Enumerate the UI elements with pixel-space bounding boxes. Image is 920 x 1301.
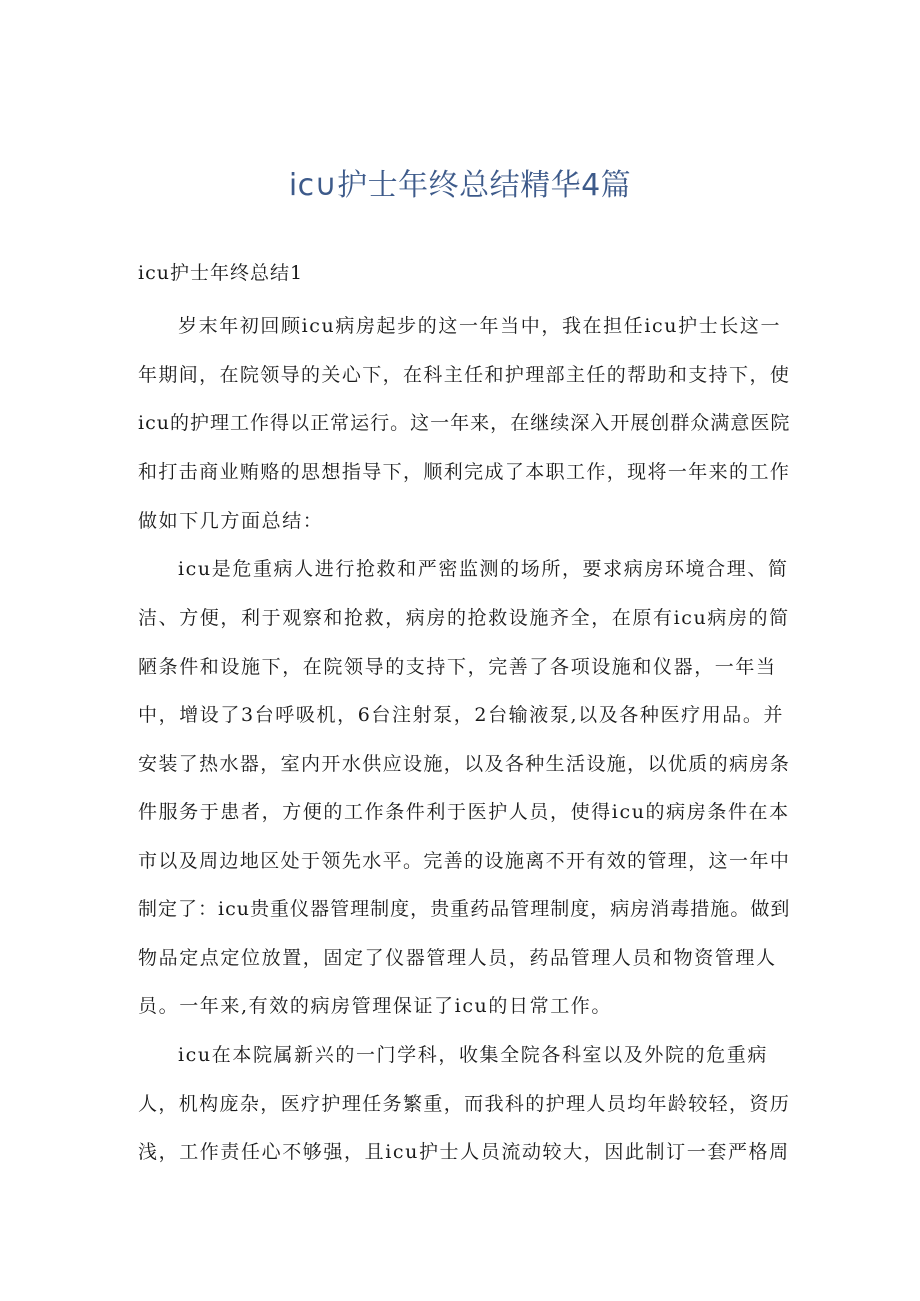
paragraph-1-line-5: 做如下几方面总结： bbox=[138, 510, 324, 532]
paragraph-2-line-5: 安装了热水器，室内开水供应设施，以及各种生活设施，以优质的病房条 bbox=[138, 753, 791, 775]
paragraph-2-line-3: 陋条件和设施下，在院领导的支持下，完善了各项设施和仪器，一年当 bbox=[138, 656, 777, 678]
paragraph-3-line-3: 浅，工作责任心不够强，且icu护士人员流动较大，因此制订一套严格周 bbox=[138, 1141, 790, 1163]
document-title: ic∪护士年终总结精华4篇 bbox=[288, 168, 632, 203]
paragraph-2-line-1: icu是危重病人进行抢救和严密监测的场所，要求病房环境合理、简 bbox=[178, 558, 789, 580]
paragraph-2-line-7: 市以及周边地区处于领先水平。完善的设施离不开有效的管理，这一年中 bbox=[138, 850, 791, 872]
paragraph-1-line-3: icu的护理工作得以正常运行。这一年来，在继续深入开展创群众满意医院 bbox=[138, 412, 791, 434]
paragraph-3-line-2: 人，机构庞杂，医疗护理任务繁重，而我科的护理人员均年龄较轻，资历 bbox=[138, 1093, 791, 1115]
paragraph-2-line-6: 件服务于患者，方便的工作条件利于医护人员，使得icu的病房条件在本 bbox=[138, 801, 790, 823]
paragraph-2-line-10: 员。一年来,有效的病房管理保证了icu的日常工作。 bbox=[138, 995, 612, 1017]
paragraph-1-line-4: 和打击商业贿赂的思想指导下，顺利完成了本职工作，现将一年来的工作 bbox=[138, 461, 791, 483]
paragraph-1-line-1: 岁末年初回顾icu病房起步的这一年当中，我在担任icu护士长这一 bbox=[178, 315, 782, 337]
paragraph-2-line-4: 中，增设了3台呼吸机，6台注射泵，2台输液泵,以及各种医疗用品。并 bbox=[138, 704, 785, 726]
paragraph-2-line-8: 制定了：icu贵重仪器管理制度，贵重药品管理制度，病房消毒措施。做到 bbox=[138, 898, 791, 920]
paragraph-3-line-1: icu在本院属新兴的一门学科，收集全院各科室以及外院的危重病 bbox=[178, 1044, 768, 1066]
paragraph-1-line-2: 年期间，在院领导的关心下，在科主任和护理部主任的帮助和支持下，使 bbox=[138, 364, 791, 386]
paragraph-2-line-9: 物品定点定位放置，固定了仪器管理人员，药品管理人员和物资管理人 bbox=[138, 947, 777, 969]
section-heading: icu护士年终总结1 bbox=[138, 262, 304, 284]
paragraph-2-line-2: 洁、方便，利于观察和抢救，病房的抢救设施齐全，在原有icu病房的简 bbox=[138, 607, 790, 629]
